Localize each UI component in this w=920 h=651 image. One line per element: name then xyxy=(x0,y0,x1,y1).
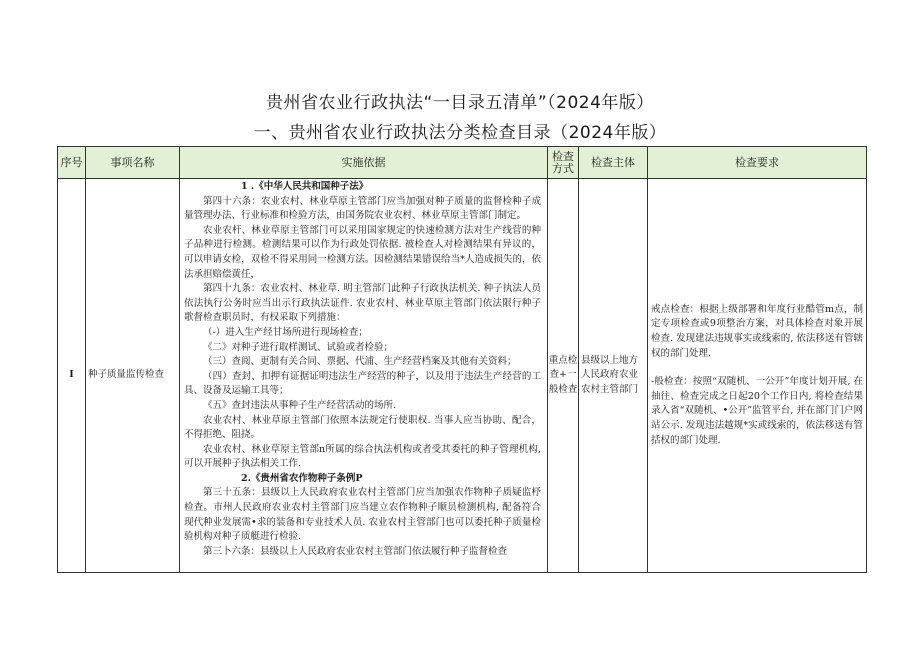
basis-text xyxy=(184,180,541,572)
basis-paragraph: （三）查阅、更制有关合同、票据、代浦、生产经营档案及其他有关资料； xyxy=(203,356,517,368)
basis-paragraph: 2.《贵州省农作物种子条例P xyxy=(241,472,363,484)
header-method: 检查方式 xyxy=(548,147,579,179)
header-subject: 检查主体 xyxy=(579,147,648,179)
requirement-general-inspection: -般检查：按照“双随机、一公开”年度计划开展, 在抽往、检查完成之日起20个工作日内, 将检查结果录入省“双随机、•公开”监管平台, 并在部门门户网站公示. 发现违法越规*实或线索的，依法移送有管括权的部门处理. xyxy=(651,376,863,446)
document-title: 贵州省农业行政执法“一目录五清单”（2024年版） xyxy=(266,93,654,113)
basis-paragraph: 《二》对种子进行取样测试、试验或者检验； xyxy=(203,341,394,353)
header-basis: 实施依据 xyxy=(180,147,548,179)
basis-paragraph: 第四十六条：农业农村、林业草原主管部门应当加强对种子质量的监督检种子成量管理办法、行业标准和检验方法，由国务院农业农村、林业草原主管部门制定。 xyxy=(184,195,541,222)
header-item-name: 事项名称 xyxy=(86,147,180,179)
inspection-catalog-table xyxy=(57,146,867,573)
basis-paragraph: （四）查封、扣押有证据证明违法生产经营的种子，以及用于违法生产经营的工具、设备及运输工具等； xyxy=(184,370,541,397)
basis-paragraph: 第四十九条：农业农村、林业草. 明主管部门此种子行政执法机关. 种子执法人员依法执行公务时应当出示行政执法证件. 农业农村、林业草原主管部门依法限行种子歌督检查职员时，有权采取下列措施： xyxy=(184,283,541,324)
table-header-row xyxy=(58,147,867,179)
header-requirement: 检查要求 xyxy=(648,147,867,179)
row-method: 重点检查+一般检查 xyxy=(548,179,579,573)
row-requirement xyxy=(648,179,867,573)
basis-paragraph: 第三卜六条：县级以上人民政府农业农村主管部门依法履行种子监督检查 xyxy=(203,545,508,557)
row-subject: 县级以上地方人民政府农业农村主管部门 xyxy=(579,179,648,573)
basis-paragraph: 农业农杆、林业草原主管部门可以采用国家规定的快速检测方法对生产线营的种子品种进行检测。检测结果可以作为行政处罚依据. 被检查人对检测结果有异议的，可以申请女检，双检不得采用同一检测方法。因检测结果错误给当*人造成损失的，依法承担赔偿黄任， xyxy=(184,224,541,280)
row-basis xyxy=(180,179,548,573)
table-row xyxy=(58,179,867,573)
basis-paragraph: （-）进入生产经甘场所进行现场检查； xyxy=(203,326,368,338)
basis-paragraph: 《五》查封违法从事种子生产经营活动的场所. xyxy=(203,399,397,411)
header-seq: 序号 xyxy=(58,147,86,179)
basis-paragraph: 1 .《中华人民共和国种子法》 xyxy=(241,181,369,192)
basis-paragraph: 农业农村、林业草原主管部n所属的综合执法机构或者受其委托的种子管理机构, 可以开展种子执法相关工作. xyxy=(184,443,541,470)
requirement-key-inspection: 戒点检查：根据上级部署和年度行业酷管m点，制定专项检查或9项整治方案，对具体检查对象开展检查. 发现建法违规事实或线索的, 依法移送有管辖权的部门处理. xyxy=(651,303,863,359)
document-subtitle: 一、贵州省农业行政执法分类检查目录（2024年版） xyxy=(253,123,667,143)
row-seq: I xyxy=(58,179,86,573)
basis-paragraph: 农业农村、林业草原主管部门依照本法规定行使职权. 当事人应当协助、配合，不得拒绝、阻挠。 xyxy=(184,414,541,441)
row-item-name: 种子质量监传检查 xyxy=(86,179,180,573)
basis-paragraph: 第三十五条：县级以上人民政府农业农村主管部门应当加强农作物种子质疑监杼检查。市州人民政府农业农村主管部门应当建立农作物种子顺员检测机构, 配备符合现代种业发展需•求的装备和专业技术人员. 农业农村主管部门也可以委托种子质量检验机构对种子质艇进行检验. xyxy=(184,487,541,543)
